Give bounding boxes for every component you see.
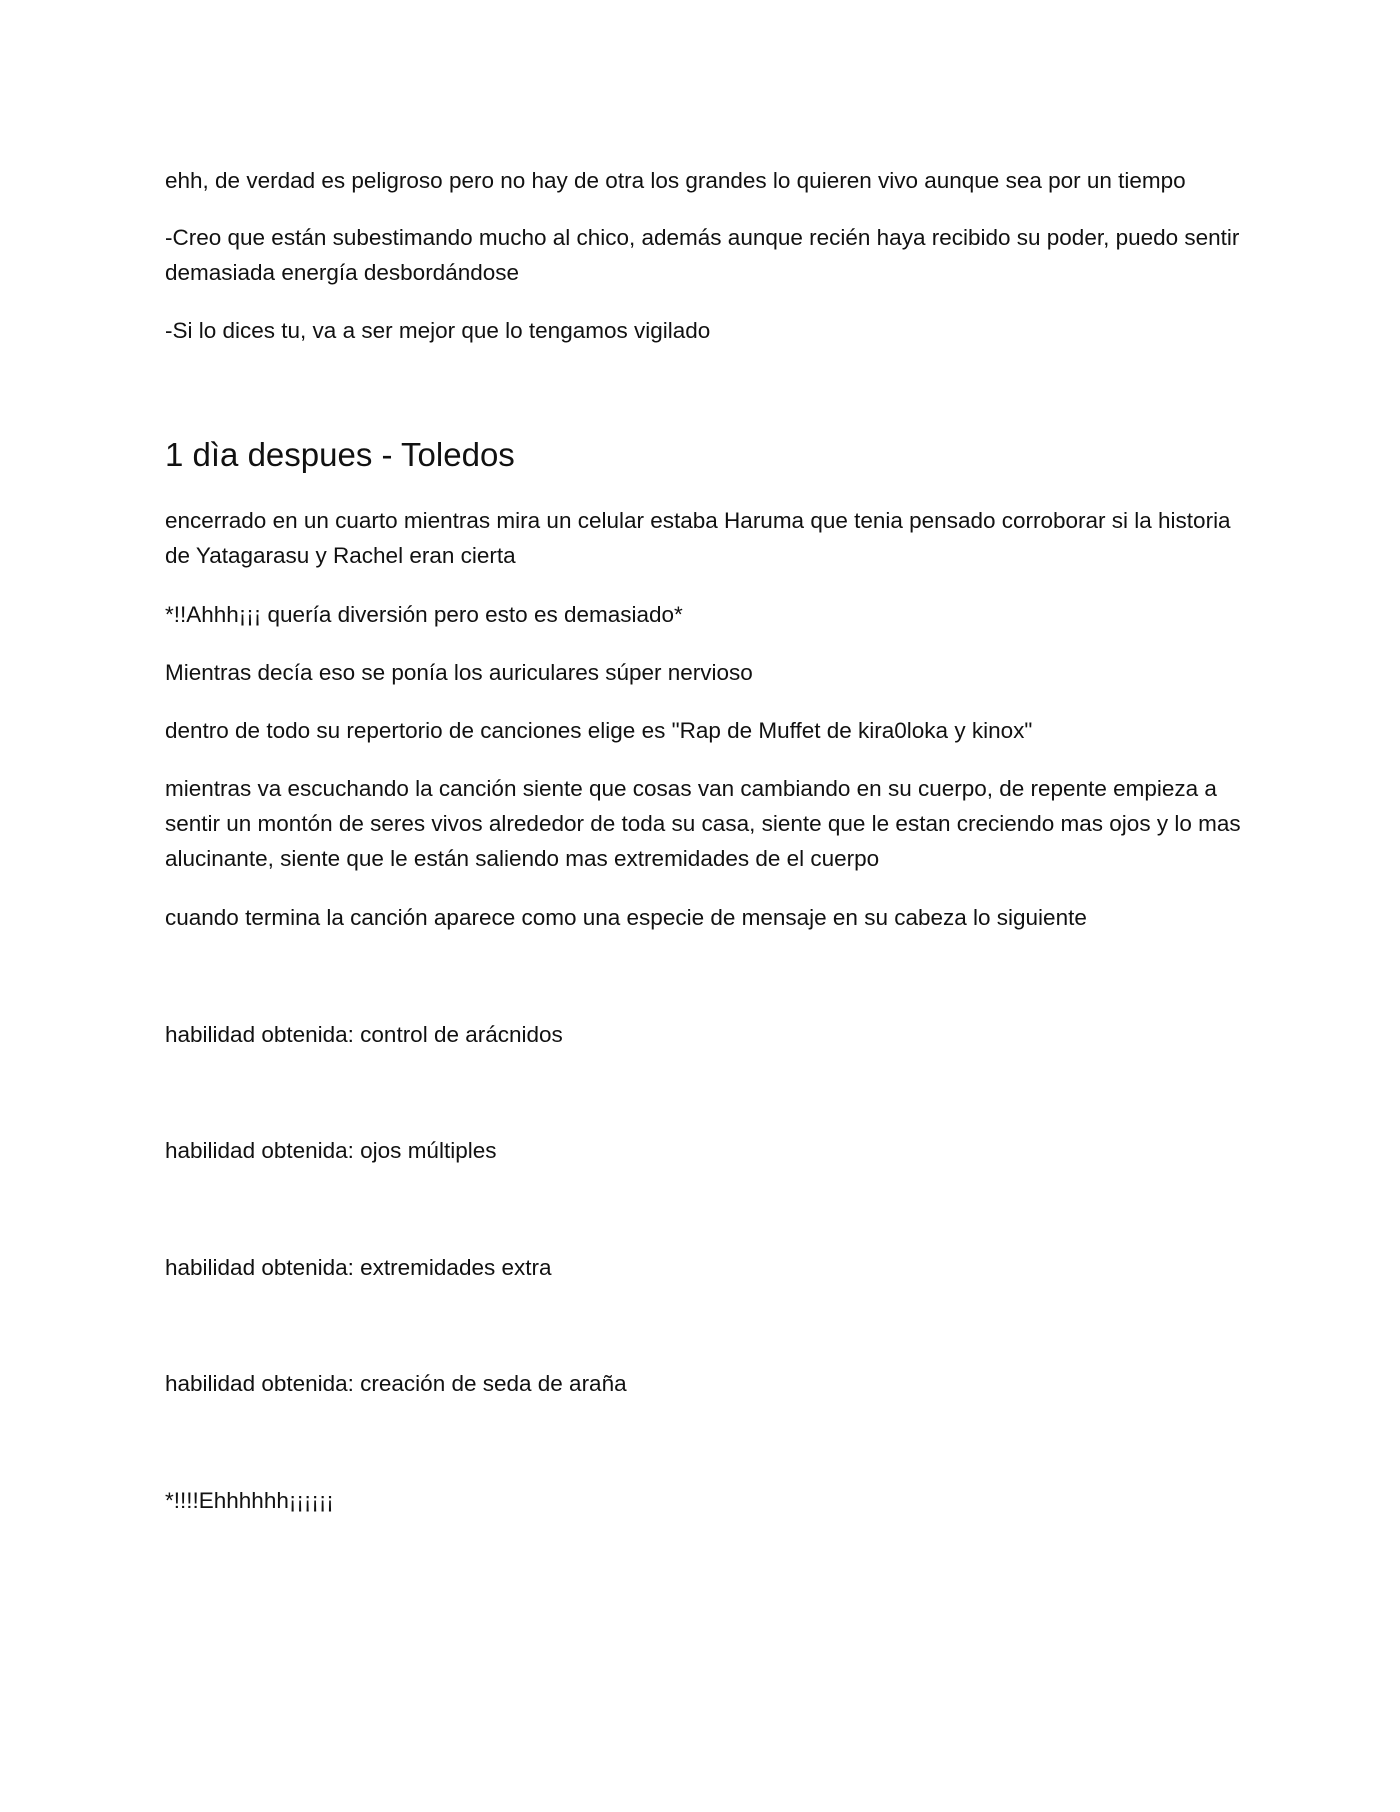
paragraph-intro-2: -Creo que están subestimando mucho al chico, además aunque recién haya recibido su poder, puedo sentir demasiada energía desbordándose (165, 225, 1246, 285)
ability-line-4: habilidad obtenida: creación de seda de araña (165, 1371, 627, 1396)
paragraph-body-5: mientras va escuchando la canción siente que cosas van cambiando en su cuerpo, de repente empieza a sentir un montón de seres vivos alrededor de toda su casa, siente que le estan creciendo mas ojos y lo mas alucinante, siente que le están saliendo mas extremidades de el cuerpo (165, 776, 1247, 871)
section-heading: 1 dìa despues - Toledos (165, 436, 515, 473)
ability-line-1: habilidad obtenida: control de arácnidos (165, 1022, 563, 1047)
paragraph-body-3: Mientras decía eso se ponía los auriculares súper nervioso (165, 660, 753, 685)
paragraph-body-2: *!!Ahhh¡¡¡ quería diversión pero esto es demasiado* (165, 602, 683, 627)
paragraph-body-6: cuando termina la canción aparece como una especie de mensaje en su cabeza lo siguiente (165, 905, 1087, 930)
paragraph-body-4: dentro de todo su repertorio de canciones elige es "Rap de Muffet de kira0loka y kinox" (165, 718, 1033, 743)
ability-line-2: habilidad obtenida: ojos múltiples (165, 1138, 497, 1163)
paragraph-intro-1: ehh, de verdad es peligroso pero no hay de otra los grandes lo quieren vivo aunque sea por un tiempo (165, 168, 1186, 193)
paragraph-body-1: encerrado en un cuarto mientras mira un celular estaba Haruma que tenia pensado corroborar si la historia de Yatagarasu y Rachel eran cierta (165, 508, 1237, 568)
closing-exclamation: *!!!!Ehhhhhh¡¡¡¡¡¡ (165, 1488, 334, 1513)
paragraph-intro-3: -Si lo dices tu, va a ser mejor que lo tengamos vigilado (165, 318, 711, 343)
ability-line-3: habilidad obtenida: extremidades extra (165, 1255, 552, 1280)
